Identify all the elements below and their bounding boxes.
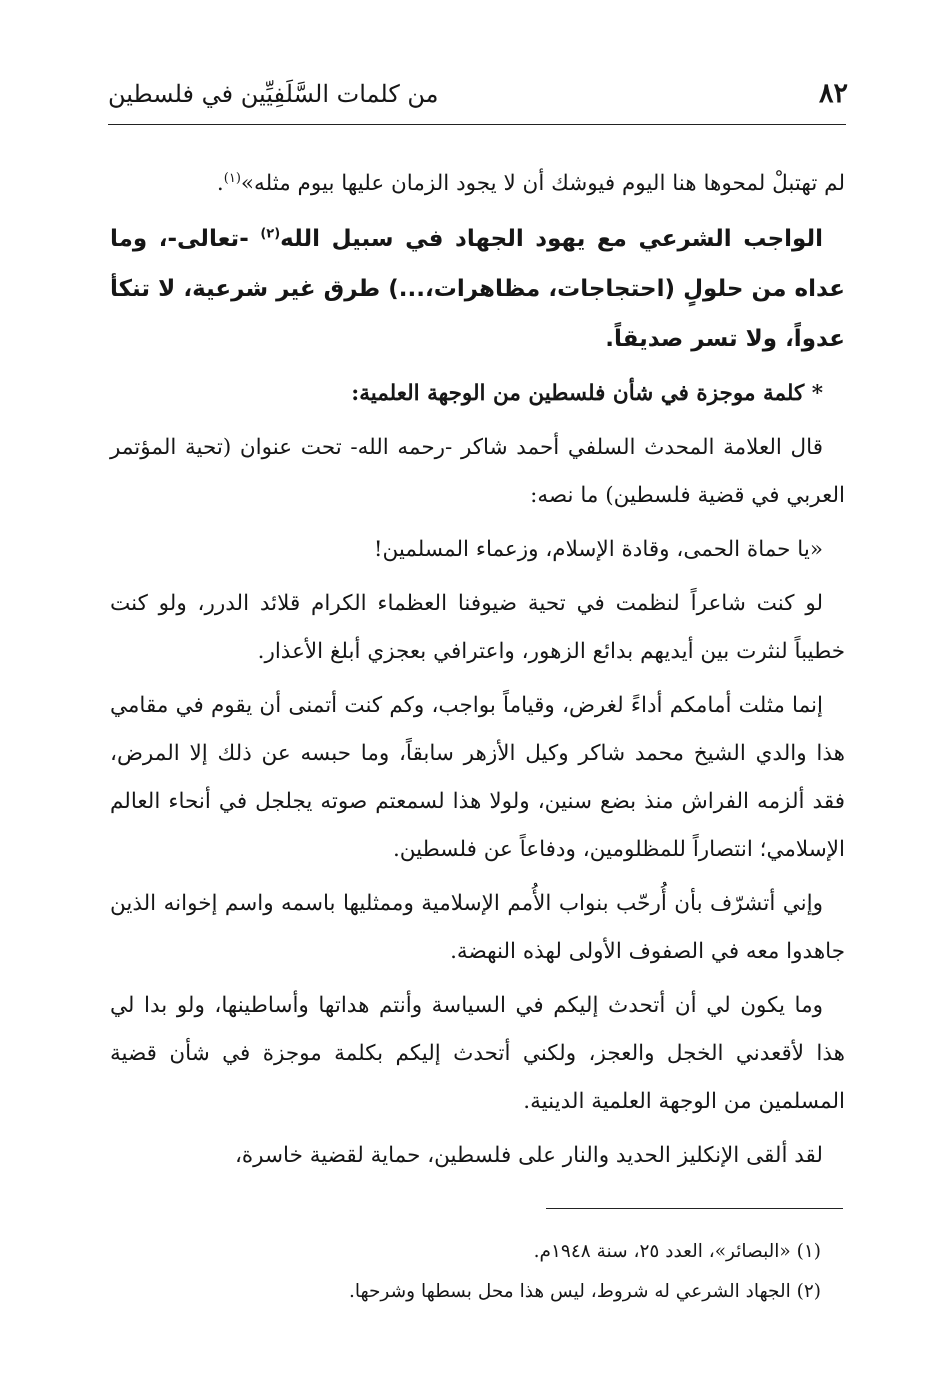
main-text [110, 160, 845, 1186]
paragraph: إنما مثلت أمامكم أداءً لغرض، وقياماً بواجب، وكم كنت أتمنى أن يقوم في مقامي هذا والدي الشيخ محمد شاكر وكيل الأزهر سابقاً، وما حبسه عن ذلك إلا المرض، فقد ألزمه الفراش منذ بضع سنين، ولولا هذا لسمعتم صوته يجلجل في أنحاء العالم الإسلامي؛ انتصاراً للمظلومين، ودفاعاً عن فلسطين. [110, 693, 845, 862]
running-title: من كلمات السَّلَفِيِّين في فلسطين [108, 80, 439, 108]
paragraph: وإني أتشرّف بأن أُرحّب بنواب الأُمم الإسلامية وممثليها باسمه واسم إخوانه الذين جاهدوا معه في الصفوف الأولى لهذه النهضة. [110, 891, 845, 964]
paragraph: لو كنت شاعراً لنظمت في تحية ضيوفنا العظماء الكرام قلائد الدرر، ولو كنت خطيباً لنثرت بين أيديهم بدائع الزهور، واعترافي بعجزي أبلغ الأعذار. [110, 591, 845, 664]
header-divider [108, 124, 846, 125]
page-number: ٨٢ [818, 78, 848, 109]
subheading: * كلمة موجزة في شأن فلسطين من الوجهة العلمية: [351, 381, 823, 406]
paragraph: قال العلامة المحدث السلفي أحمد شاكر -رحمه الله- تحت عنوان (تحية المؤتمر العربي في قضية فلسطين) ما نصه: [110, 435, 845, 508]
paragraph-quote-end [110, 160, 845, 208]
paragraph-end: . [216, 171, 224, 196]
footnote-reference: (٢) [260, 226, 281, 242]
heading-text-continued: -تعالى-، وما عداه من حلولٍ (احتجاجات، مظاهرات،...) طرق غير شرعية، لا تنكأ عدواً، ولا تسر صديقاً. [110, 226, 845, 352]
paragraph: «يا حماة الحمى، وقادة الإسلام، وزعماء المسلمين! [373, 537, 823, 562]
heading-text: الواجب الشرعي مع يهود الجهاد في سبيل الله [280, 226, 823, 252]
footnote-item: (٢) الجهاد الشرعي له شروط، ليس هذا محل بسطها وشرحها. [348, 1281, 821, 1302]
footnote-reference: (١) [223, 170, 241, 186]
footnote-divider [546, 1208, 843, 1209]
footnote-item: (١) «البصائر»، العدد ٢٥، سنة ١٩٤٨م. [533, 1241, 821, 1262]
paragraph: وما يكون لي أن أتحدث إليكم في السياسة وأنتم هداتها وأساطينها، ولو بدا لي هذا لأقعدني الخجل والعجز، ولكني أتحدث إليكم بكلمة موجزة في شأن قضية المسلمين من الوجهة العلمية الدينية. [110, 993, 845, 1114]
paragraph: لقد ألقى الإنكليز الحديد والنار على فلسطين، حماية لقضية خاسرة، [234, 1143, 823, 1168]
paragraph-text: لم تهتبلْ لمحوها هنا اليوم فيوشك أن لا يجود الزمان عليها بيوم مثله» [240, 171, 845, 196]
running-header [108, 70, 848, 120]
footnotes [110, 1232, 843, 1312]
section-heading [110, 214, 845, 364]
